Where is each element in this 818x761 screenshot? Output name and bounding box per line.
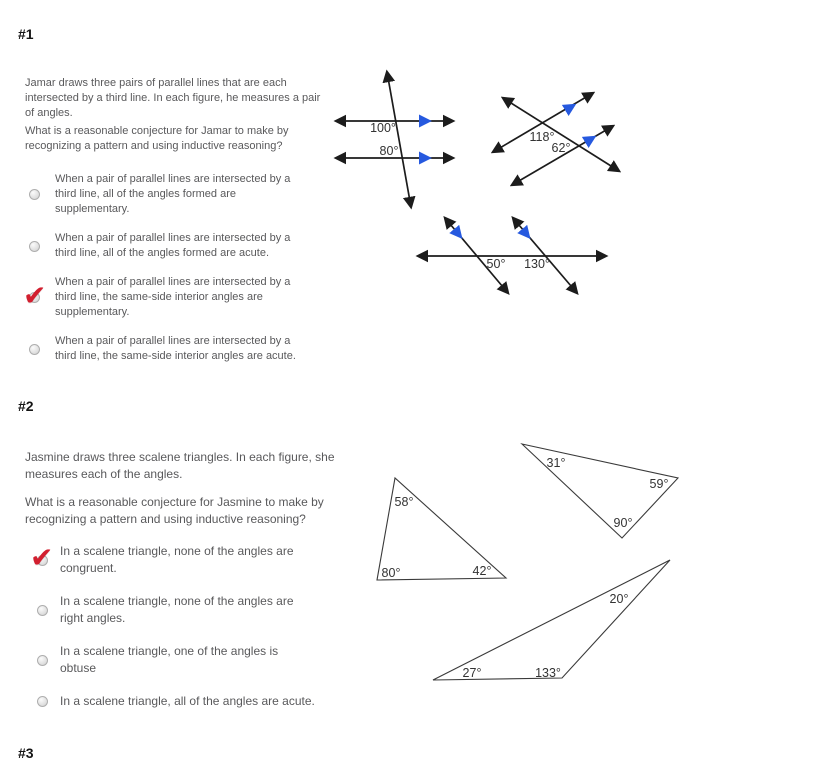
angle-label: 59°	[649, 477, 669, 491]
radio-button[interactable]	[29, 344, 40, 355]
question-2-number: #2	[18, 398, 34, 414]
triangle-outline	[522, 444, 678, 538]
answer-option[interactable]	[30, 541, 327, 577]
question-1-options	[23, 172, 319, 378]
option-label: When a pair of parallel lines are intersected by a third line, all of the angles formed are supplementary.	[55, 173, 291, 215]
parallel-marker-icon	[586, 138, 593, 142]
question-3-number: #3	[18, 745, 34, 761]
angle-label: 80°	[381, 566, 401, 580]
scalene-triangle-2	[522, 444, 678, 538]
question-2-figures-panel	[370, 428, 700, 692]
angle-label: 100°	[370, 121, 396, 135]
figure-parallel-horizontal	[336, 72, 453, 207]
radio-button[interactable]	[37, 655, 48, 666]
question-1-intro: Jamar draws three pairs of parallel lines that are each intersected by a third line. In each figure, he measures a pair of angles.	[25, 77, 321, 119]
angle-label: 133°	[535, 666, 561, 680]
option-label: In a scalene triangle, none of the angles are congruent.	[60, 544, 294, 575]
angle-label: 118°	[529, 130, 555, 144]
check-icon: ✔	[30, 541, 54, 574]
scalene-triangle-1	[377, 478, 506, 580]
option-label: When a pair of parallel lines are intersected by a third line, all of the angles formed are acute.	[55, 232, 291, 259]
angle-label: 31°	[546, 456, 566, 470]
radio-button[interactable]	[37, 696, 48, 707]
answer-option[interactable]	[29, 231, 319, 261]
figure-parallel-two-transversals	[418, 218, 606, 293]
option-label: When a pair of parallel lines are intersected by a third line, the same-side interior angles are supplementary.	[55, 276, 291, 318]
question-1-question: What is a reasonable conjecture for Jamar to make by recognizing a pattern and using inductive reasoning?	[25, 125, 289, 152]
angle-label: 90°	[613, 516, 633, 530]
answer-option[interactable]	[29, 334, 319, 364]
radio-button[interactable]	[29, 241, 40, 252]
answer-option[interactable]	[37, 643, 327, 677]
option-label: In a scalene triangle, none of the angles are right angles.	[60, 594, 294, 625]
angle-label: 58°	[394, 495, 414, 509]
scalene-triangle-3	[433, 560, 670, 680]
angle-label: 130°	[524, 257, 550, 271]
answer-option[interactable]	[29, 172, 319, 217]
question-1-figures-panel	[330, 55, 690, 325]
option-label: In a scalene triangle, one of the angles is obtuse	[60, 644, 279, 675]
answer-option[interactable]	[37, 693, 327, 710]
option-label: When a pair of parallel lines are intersected by a third line, the same-side interior angles are acute.	[55, 335, 296, 362]
angle-label: 42°	[472, 564, 492, 578]
check-icon: ✔	[23, 279, 47, 312]
question-2-intro: Jasmine draws three scalene triangles. In each figure, she measures each of the angles.	[25, 450, 335, 481]
answer-option[interactable]	[37, 593, 327, 627]
triangle-outline	[433, 560, 670, 680]
angle-label: 50°	[486, 257, 506, 271]
radio-button[interactable]	[29, 292, 40, 303]
angle-label: 80°	[379, 144, 399, 158]
option-label: In a scalene triangle, all of the angles are acute.	[60, 694, 315, 708]
answer-option[interactable]	[23, 275, 319, 320]
transversal-line	[387, 72, 411, 207]
parallel-marker-icon	[523, 230, 528, 236]
transversal-line	[503, 98, 619, 171]
angle-label: 27°	[462, 666, 482, 680]
question-2-options	[30, 541, 327, 726]
parallel-marker-icon	[455, 230, 460, 236]
angle-label: 62°	[551, 141, 571, 155]
radio-button[interactable]	[37, 605, 48, 616]
figure-parallel-slanted	[493, 93, 619, 185]
angle-label: 20°	[609, 592, 629, 606]
radio-button[interactable]	[29, 189, 40, 200]
radio-button[interactable]	[37, 555, 48, 566]
question-1-number: #1	[18, 26, 34, 42]
question-2-question: What is a reasonable conjecture for Jasmine to make by recognizing a pattern and using inductive reasoning?	[25, 495, 324, 526]
